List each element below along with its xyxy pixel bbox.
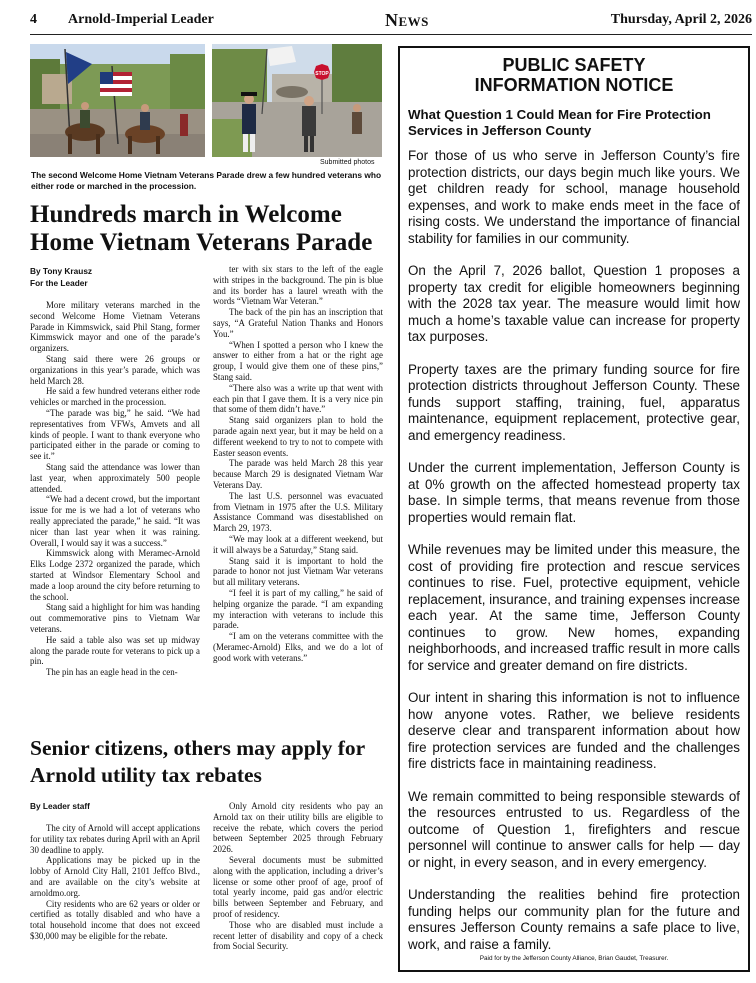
article-paragraph: “There also was a write up that went with each pin that I gave them. It is a very nice pin that some of them didn’t have.” bbox=[213, 382, 383, 415]
notice-body bbox=[408, 148, 740, 969]
byline-author: By Tony Krausz bbox=[30, 266, 93, 276]
article-paragraph: The pin has an eagle head in the cen- bbox=[46, 667, 178, 678]
notice-paragraph: Under the current implementation, Jefferson County is at 0% growth on the affected homestead property tax base. In simple terms, that means revenue from those properties would remain flat. bbox=[408, 460, 740, 525]
article-2-paragraph: Applications may be picked up in the lobby of Arnold City Hall, 2101 Jeffco Blvd., and are available on the city’s website at arnoldmo.org. bbox=[30, 855, 200, 898]
issue-date: Thursday, April 2, 2026 bbox=[610, 12, 752, 27]
notice-paragraph: On the April 7, 2026 ballot, Question 1 proposes a property tax credit for eligible homeowners beginning with the 2028 tax year. The measure would limit how much a home’s taxable value can increase for property tax purposes. bbox=[408, 263, 740, 344]
photo-credit: Submitted photos bbox=[320, 159, 375, 166]
article-paragraph: Stang said organizers plan to hold the parade again next year, but it may be held on a different weekend to try to not to compete with Easter season events. bbox=[213, 415, 383, 458]
article-2-paragraph: Only Arnold city residents who pay an Arnold tax on their utility bills are eligible to receive the rebate, which covers the period between September 2025 through February 2026. bbox=[213, 801, 383, 855]
notice-paid-for-line: Paid for by the Jefferson County Alliance, Brian Gaudet, Treasurer. bbox=[479, 955, 669, 962]
article-paragraph: Stang said the attendance was lower than last year, when approximately 500 people attended. bbox=[30, 461, 200, 494]
article-paragraph: He said a table also was set up midway along the parade route for veterans to pick up a pin. bbox=[30, 634, 200, 667]
article-2-column-2 bbox=[213, 801, 383, 952]
article-paragraph: Stang said there were 26 groups or organizations in this year’s parade, which was held March 28. bbox=[30, 353, 200, 386]
parade-photo-riders bbox=[30, 44, 205, 157]
article-column-2 bbox=[213, 264, 383, 663]
notice-paragraph: While revenues may be limited under this measure, the cost of providing fire protection and rescue services continues to rise. Fuel, protective equipment, vehicle replacement, insurance, and training expenses increase each year. At the same time, Jefferson County continues to grow. New homes, expanding neighborhoods, and increased traffic result in more calls for service and greater demand on fire districts. bbox=[408, 542, 740, 673]
article-paragraph: More military veterans marched in the second Welcome Home Vietnam Veterans Parade in Kimmswick, said Phil Stang, former Kimmswick mayor and one of the parade’s organizers. bbox=[30, 300, 200, 354]
notice-subtitle: What Question 1 Could Mean for Fire Protection Services in Jefferson County bbox=[408, 107, 711, 138]
notice-paragraph: Understanding the realities behind fire protection funding helps our community plan for the future and ensures Jefferson County remains a safe place to live, work, and raise a family. bbox=[408, 887, 740, 952]
article-paragraph: “We had a decent crowd, but the important issue for me is we had a lot of veterans who really appreciated the parade,” he said. “It was nicer than last year when it was raining. Overall, I would say it was a success.” bbox=[30, 494, 200, 548]
article-paragraph: ter with six stars to the left of the eagle with stripes in the background. The pin is blue and its border has a laurel wreath with the words “Vietnam War Veteran.” bbox=[213, 264, 383, 307]
article-2-paragraph: Those who are disabled must include a recent letter of disability and copy of a check from Social Security. bbox=[213, 919, 383, 952]
notice-paragraph: We remain committed to being responsible stewards of the resources entrusted to us. Regardless of the outcome of Question 1, firefighters and rescue personnel will continue to answer calls for help — day or night, in every season, and in every emergency. bbox=[408, 788, 740, 870]
article-paragraph: “We may look at a different weekend, but it will always be a Saturday,” Stang said. bbox=[213, 533, 383, 555]
article-2-column-1 bbox=[30, 823, 200, 942]
notice-title-line-1: PUBLIC SAFETY bbox=[502, 55, 646, 75]
public-safety-notice bbox=[398, 46, 750, 972]
article-paragraph: Stang said a highlight for him was handing out commemorative pins to Vietnam War veterans. bbox=[30, 602, 200, 634]
article-paragraph: “I am on the veterans committee with the (Meramec-Arnold) Elks, and we do a lot of good work with veterans.” bbox=[213, 631, 383, 663]
article-headline-2: Senior citizens, others may apply for Arnold utility tax rebates bbox=[30, 736, 365, 787]
article-2-paragraph: Several documents must be submitted along with the application, including a driver’s license or some other proof of age, proof of total yearly income, paid gas and/or electric bills between September and February, and proof of residency. bbox=[213, 854, 383, 919]
article-byline-2: By Leader staff bbox=[30, 801, 90, 811]
paper-name: Arnold-Imperial Leader bbox=[68, 12, 214, 27]
article-2-paragraph: City residents who are 62 years or older or certified as totally disabled and who have a total household income that does not exceed $30,000 may be eligible for the rebate. bbox=[30, 898, 200, 941]
parade-photo-marchers bbox=[212, 44, 382, 157]
article-paragraph: He said a few hundred veterans either rode vehicles or marched in the procession. bbox=[30, 386, 200, 408]
article-byline bbox=[30, 265, 92, 289]
notice-title bbox=[400, 55, 748, 95]
notice-paragraph: Our intent in sharing this information is not to influence how anyone votes. Rather, we believe residents deserve clear and transparent information about how fire protection services are funded and the challenges fire districts face in maintaining readiness. bbox=[408, 690, 740, 771]
byline-role: For the Leader bbox=[30, 278, 88, 288]
article-paragraph: “When I spotted a person who I knew the answer to either from a hat or the right age group, I would give them one of these pins,” Stang said. bbox=[213, 339, 383, 382]
article-paragraph: “I feel it is part of my calling,” he said of helping organize the parade. “I am expanding my interaction with veterans to include this parade. bbox=[213, 587, 383, 631]
article-2-paragraph: The city of Arnold will accept applications for utility tax rebates during April with an April 30 deadline to apply. bbox=[30, 823, 200, 855]
article-paragraph: Kimmswick along with Meramec-Arnold Elks Lodge 2372 organized the parade, which started at Windsor Elementary School and made a loop around the city before returning to the school. bbox=[30, 548, 200, 602]
notice-title-line-2: INFORMATION NOTICE bbox=[474, 75, 674, 95]
notice-paragraph: Property taxes are the primary funding source for fire protection districts throughout Jefferson County. These funds support staffing, training, fuel, apparatus maintenance, equipment replacement, protective gear, and emergency readiness. bbox=[408, 361, 740, 443]
photo-caption: The second Welcome Home Vietnam Veterans Parade drew a few hundred veterans who either rode or marched in the procession. bbox=[31, 170, 382, 191]
page-number: 4 bbox=[30, 12, 37, 27]
section-name: News bbox=[385, 10, 429, 30]
article-paragraph: “The parade was big,” he said. “We had representatives from VFWs, Amvets and all kinds of people. I want to thank everyone who participated either in the parade or coming to see it.” bbox=[30, 407, 200, 462]
article-paragraph: The parade was held March 28 this year because March 29 is designated Vietnam War Veterans Day. bbox=[213, 458, 383, 490]
article-paragraph: Stang said it is important to hold the parade to honor not just Vietnam War veterans but all military veterans. bbox=[213, 555, 383, 588]
article-paragraph: The back of the pin has an inscription that says, “A Grateful Nation Thanks and Honors You.” bbox=[213, 307, 383, 339]
stop-sign-text: STOP bbox=[315, 71, 329, 77]
notice-paragraph: For those of us who serve in Jefferson County’s fire protection districts, our days begin much like yours. We get children ready for school, manage household expenses, and work to make ends meet in the face of rising costs. We understand the importance of financial stability for families in our community. bbox=[408, 148, 740, 246]
page-header bbox=[30, 10, 752, 35]
article-paragraph: The last U.S. personnel was evacuated from Vietnam in 1975 after the U.S. Military Assistance Command was disestablished on March 29, 1973. bbox=[213, 490, 383, 534]
article-column-1 bbox=[30, 300, 200, 678]
article-headline: Hundreds march in Welcome Home Vietnam Veterans Parade bbox=[30, 201, 373, 256]
